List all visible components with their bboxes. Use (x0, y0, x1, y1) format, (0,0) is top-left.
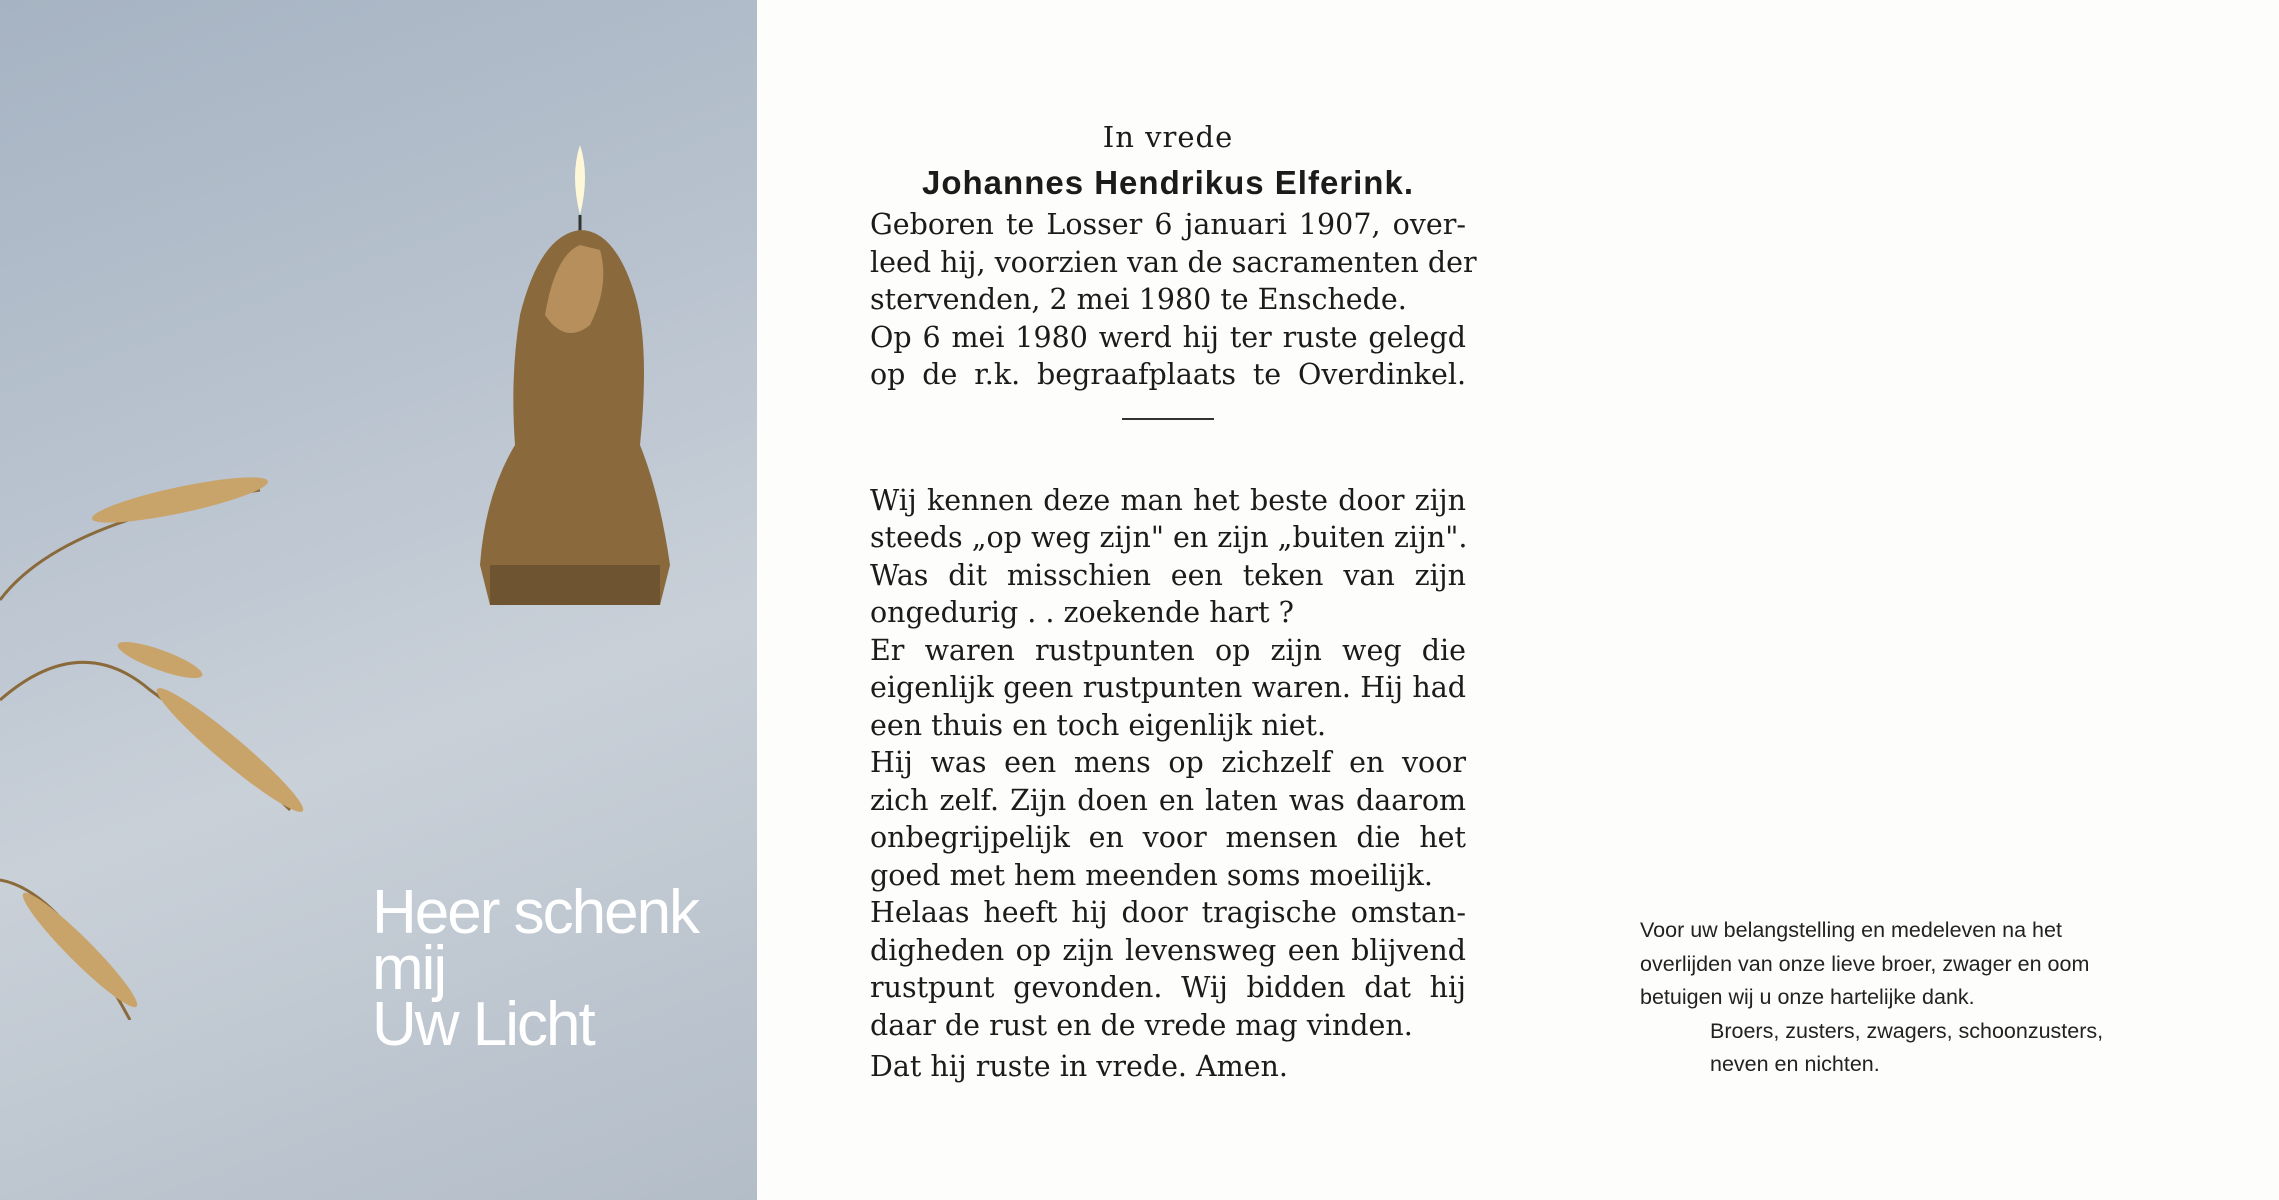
text-line: stervenden, 2 mei 1980 te Enschede. (870, 283, 1407, 316)
thanks-line: betuigen wij u onze hartelijke dank. (1640, 985, 1975, 1009)
obituary-text (870, 120, 1477, 1086)
text-line: leed hij, voorzien van de sacramenten der (870, 245, 1477, 279)
text-line: rustpunt gevonden. Wij bidden dat hij (870, 971, 1466, 1004)
text-line: op de r.k. begraafplaats te Overdinkel. (870, 358, 1466, 391)
text-line: Hij was een mens op zichzelf en voor (870, 746, 1466, 779)
signature-line: Broers, zusters, zwagers, schoonzusters, (1710, 1018, 2104, 1043)
text-line: Op 6 mei 1980 werd hij ter ruste gelegd (870, 320, 1466, 354)
text-line: Dat hij ruste in vrede. Amen. (870, 1050, 1288, 1083)
thanks-line: Voor uw belangstelling en medeleven na het (1640, 918, 2062, 942)
text-line: een thuis en toch eigenlijk niet. (870, 708, 1327, 742)
wheat-illustration (0, 460, 320, 1020)
motto-line: Heer schenk (372, 878, 699, 947)
cover-motto (372, 878, 699, 1059)
signature-line: neven en nichten. (1710, 1052, 1880, 1076)
text-line: Wij kennen deze man het beste door zijn (870, 483, 1466, 517)
cover-panel (0, 0, 757, 1200)
text-line: steeds „op weg zijn" en zijn „buiten zijn". (870, 521, 1468, 554)
thanks-text (1640, 914, 2215, 1082)
text-line: ongedurig . . zoekende hart ? (870, 596, 1294, 629)
text-line: Er waren rustpunten op zijn weg die (870, 633, 1466, 667)
deceased-name: Johannes Hendrikus Elferink. (922, 164, 1414, 201)
text-line: onbegrijpelijk en voor mensen die het (870, 821, 1466, 854)
obituary-heading: In vrede (1102, 120, 1234, 154)
thanks-line: overlijden van onze lieve broer, zwager en oom (1640, 951, 2090, 976)
text-line: zich zelf. Zijn doen en laten was daarom (870, 783, 1466, 817)
reflection-block (870, 482, 1466, 1086)
praying-figure-candle (470, 145, 680, 615)
divider (1122, 418, 1214, 420)
text-line: Geboren te Losser 6 januari 1907, over- (870, 208, 1466, 241)
text-line: goed met hem meenden soms moeilijk. (870, 858, 1433, 892)
text-line: Helaas heeft hij door tragische omstan- (870, 896, 1466, 929)
text-line: daar de rust en de vrede mag vinden. (870, 1008, 1413, 1042)
text-line: eigenlijk geen rustpunten waren. Hij had (870, 671, 1466, 704)
facts-block (870, 206, 1477, 394)
motto-line: mij (372, 934, 446, 1003)
text-line: Was dit misschien een teken van zijn (870, 558, 1466, 592)
motto-line: Uw Licht (372, 990, 594, 1059)
text-line: digheden op zijn levensweg een blijvend (870, 933, 1466, 967)
